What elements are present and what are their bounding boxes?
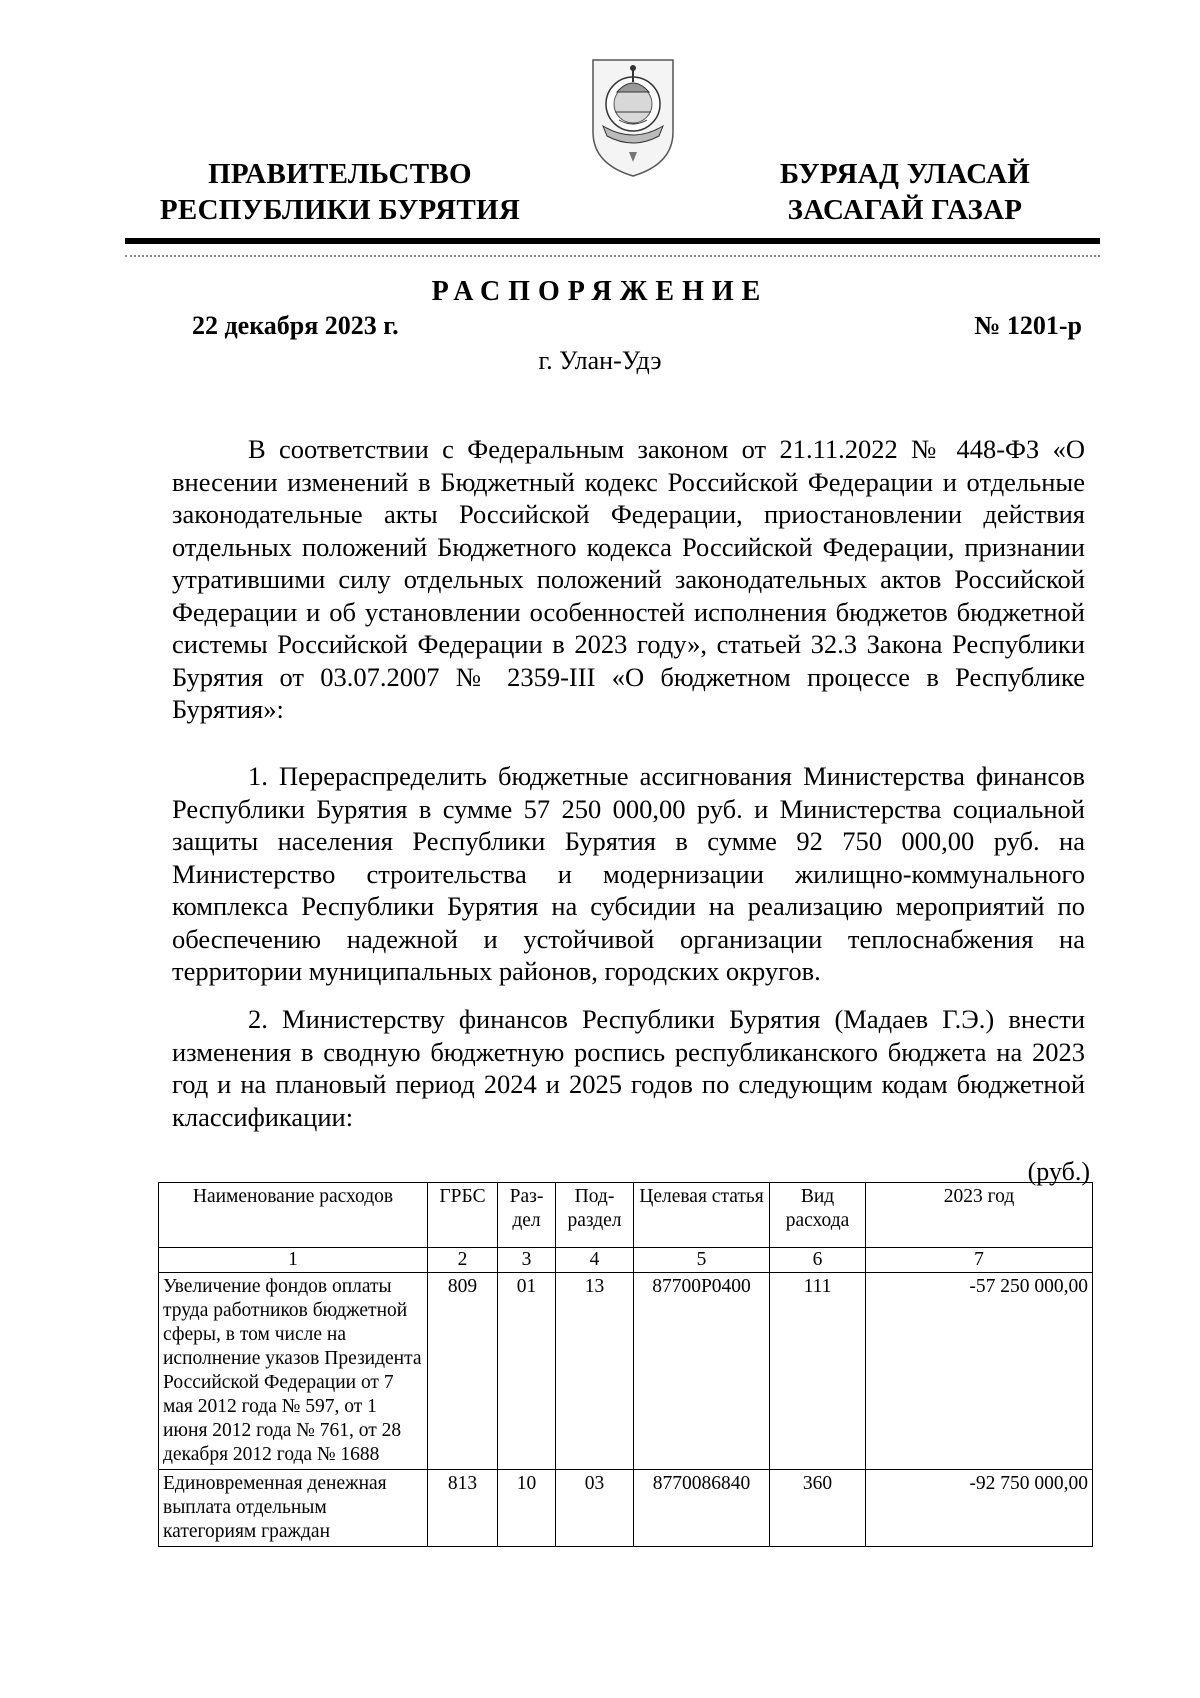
column-number: 5 <box>634 1248 770 1273</box>
expense-type-code: 360 <box>770 1470 866 1547</box>
column-number-row <box>159 1248 1093 1273</box>
column-number: 6 <box>770 1248 866 1273</box>
table-header-row <box>159 1183 1093 1248</box>
government-name-buryat-line2: ЗАСАГАЙ ГАЗАР <box>787 194 1023 226</box>
expense-name: Единовременная денежная выплата отдельным категориям граждан <box>159 1470 428 1547</box>
column-header: Целевая статья <box>634 1183 770 1248</box>
target-article-code: 8770086840 <box>634 1470 770 1547</box>
grbs-code: 813 <box>428 1470 498 1547</box>
grbs-code: 809 <box>428 1273 498 1470</box>
section-code: 01 <box>498 1273 556 1470</box>
paragraph-text: 1. Перераспределить бюджетные ассигнования Министерства финансов Республики Бурятия в сумме 57 250 000,00 руб. и Министерства социальной защиты населения Республики Бурятия в сумме 92 750 000,00 руб. на Министерство строительства и модернизации жилищно-коммунального комплекса Республики Бурятия на субсидии на реализацию мероприятий по обеспечению надежной и устойчивой организации теплоснабжения на территории муниципальных районов, городских округов. <box>172 761 1085 986</box>
column-number: 2 <box>428 1248 498 1273</box>
column-header: Вид расхода <box>770 1183 866 1248</box>
column-header: Раз-дел <box>498 1183 556 1248</box>
amount-2023: -57 250 000,00 <box>866 1273 1093 1470</box>
subsection-code: 13 <box>556 1273 634 1470</box>
column-number: 7 <box>866 1248 1093 1273</box>
document-date: 22 декабря 2023 г. <box>192 311 399 340</box>
item-2-paragraph <box>172 1003 1085 1133</box>
item-1-paragraph <box>172 760 1085 988</box>
header-dotted-divider <box>125 255 1100 257</box>
column-number: 3 <box>498 1248 556 1273</box>
document-number: № 1201-р <box>974 311 1082 340</box>
expense-type-code: 111 <box>770 1273 866 1470</box>
column-header: Под-раздел <box>556 1183 634 1248</box>
document-type-title: РАСПОРЯЖЕНИЕ <box>431 276 769 307</box>
government-name-line2: РЕСПУБЛИКИ БУРЯТИЯ <box>159 194 521 226</box>
currency-unit: (руб.) <box>1027 1157 1090 1186</box>
budget-table <box>158 1182 1093 1547</box>
amount-2023: -92 750 000,00 <box>866 1470 1093 1547</box>
government-name-buryat-line1: БУРЯАД УЛАСАЙ <box>779 158 1031 190</box>
header-divider <box>125 238 1100 244</box>
government-name-russian <box>150 156 530 228</box>
paragraph-text: 2. Министерству финансов Республики Бурятия (Мадаев Г.Э.) внести изменения в сводную бюджетную роспись республиканского бюджета на 2023 год и на плановый период 2024 и 2025 годов по следующим кодам бюджетной классификации: <box>172 1004 1085 1132</box>
section-code: 10 <box>498 1470 556 1547</box>
subsection-code: 03 <box>556 1470 634 1547</box>
coat-of-arms-emblem <box>589 52 677 178</box>
paragraph-text: В соответствии с Федеральным законом от 21.11.2022 № 448-ФЗ «О внесении изменений в Бюджетный кодекс Российской Федерации и отдельные законодательные акты Российской Федерации, приостановлении действия отдельных положений Бюджетного кодекса Российской Федерации, признании утратившими силу отдельных положений законодательных актов Российской Федерации и об установлении особенностей исполнения бюджетов бюджетной системы Российской Федерации в 2023 году», статьей 32.3 Закона Республики Бурятия от 03.07.2007 № 2359-III «О бюджетном процессе в Республике Бурятия»: <box>172 434 1085 724</box>
column-number: 4 <box>556 1248 634 1273</box>
column-number: 1 <box>159 1248 428 1273</box>
target-article-code: 87700P0400 <box>634 1273 770 1470</box>
table-row <box>159 1470 1093 1547</box>
document-city: г. Улан-Удэ <box>538 346 662 375</box>
government-name-buryat <box>740 156 1070 228</box>
preamble-paragraph <box>172 433 1085 726</box>
expense-name: Увеличение фондов оплаты труда работников бюджетной сферы, в том числе на исполнение указов Президента Российской Федерации от 7 мая 2012 года № 597, от 1 июня 2012 года № 761, от 28 декабря 2012 года № 1688 <box>159 1273 428 1470</box>
column-header: 2023 год <box>866 1183 1093 1248</box>
government-name-line1: ПРАВИТЕЛЬСТВО <box>208 158 472 190</box>
column-header: Наименование расходов <box>159 1183 428 1248</box>
column-header: ГРБС <box>428 1183 498 1248</box>
table-row <box>159 1273 1093 1470</box>
